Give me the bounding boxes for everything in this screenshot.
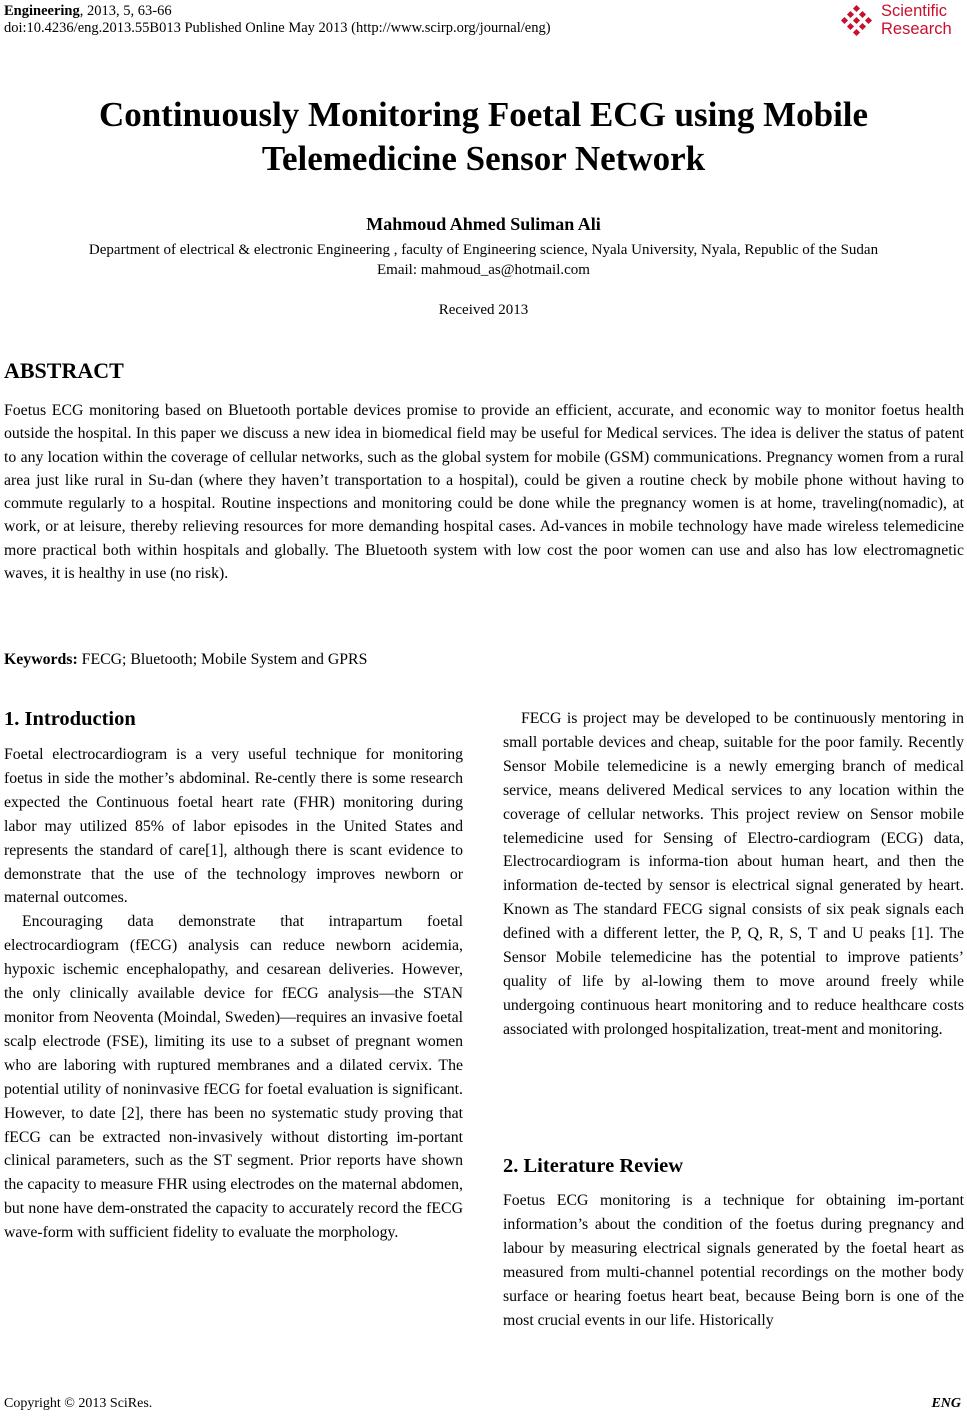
footer-copyright: Copyright © 2013 SciRes.	[4, 1396, 153, 1411]
logo-word-1: Scientific	[881, 2, 948, 20]
paper-title	[0, 93, 967, 181]
intro-paragraph-2: Encouraging data demonstrate that intrapartum foetal electrocardiogram (fECG) analysis can reduce newborn acidemia, hypoxic ischemic encephalopathy, and cesarean deliveries. However, the only clinically available device for fECG analysis—the STAN monitor from Neoventa (Moindal, Sweden)—requires an invasive foetal scalp electrode (FSE), limiting its use to a subset of pregnant women who are laboring with ruptured membranes and a dilated cervix. The potential utility of noninvasive fECG for foetal evaluation is significant. However, to date [2], there has been no systematic study proving that fECG can be extracted non-invasively without distorting im-portant clinical parameters, such as the ST segment. Prior reports have shown the capacity to measure FHR using electrodes on the maternal abdomen, but none have dem-onstrated the capacity to accurately record the fECG wave-form with sufficient fidelity to evaluate the morphology.	[4, 913, 463, 1242]
section-heading-introduction: 1. Introduction	[4, 708, 136, 730]
left-column	[4, 743, 463, 1245]
abstract-body: Foetus ECG monitoring based on Bluetooth portable devices promise to provide an efficient, accurate, and economic way to monitor foetus health outside the hospital. In this paper we discuss a new idea in biomedical field may be useful for Medical services. The idea is deliver the status of patent to any location within the coverage of cellular networks, such as the global system for mobile (GSM) communications. Pregnancy women from a rural area just like rural in Su-dan (where they haven’t transportation to a hospital), could be given a routine check by mobile phone without having to commute regularly to a hospital. Routine inspections and monitoring could be done while the pregnancy women is at home, traveling(nomadic), at work, or at leisure, thereby relieving resources for more demanding hospital cases. Ad-vances in mobile technology have made wireless telemedicine more practical both within hospitals and globally. The Bluetooth system with low cost the poor women can use and also has low electromagnetic waves, it is healthy in use (no risk).	[4, 402, 964, 583]
author-name: Mahmoud Ahmed Suliman Ali	[366, 214, 601, 234]
keywords-label: Keywords:	[4, 651, 78, 668]
right-column-lower	[503, 1189, 964, 1332]
keywords	[4, 651, 367, 669]
footer-journal: ENG	[931, 1396, 961, 1411]
right-column	[503, 707, 964, 1042]
logo-wordmark	[881, 2, 952, 38]
author-email: Email: mahmoud_as@hotmail.com	[377, 262, 590, 278]
intro-paragraph-1: Foetal electrocardiogram is a very useful technique for monitoring foetus in side the mother’s abdominal. Re-cently there is some research expected the Continuous foetal heart rate (FHR) monitoring during labor may utilized 85% of labor episodes in the United States and represents the standard of care[1], although there is scant evidence to demonstrate that the use of the technology improves newborn or maternal outcomes.	[4, 746, 463, 907]
author-affiliation	[0, 240, 967, 280]
received-date: Received 2013	[438, 302, 529, 318]
logo-word-2: Research	[881, 20, 952, 38]
journal-name: Engineering	[4, 3, 80, 19]
abstract-heading: ABSTRACT	[4, 358, 124, 383]
section-heading-literature-review: 2. Literature Review	[503, 1155, 684, 1177]
running-header	[4, 3, 551, 37]
volume-info: , 2013, 5, 63-66	[79, 3, 172, 19]
title-line-1: Continuously Monitoring Foetal ECG using Mobile	[98, 95, 869, 134]
publisher-logo	[839, 2, 959, 44]
scientific-research-logo-icon	[839, 4, 875, 40]
affiliation-text: Department of electrical & electronic Engineering , faculty of Engineering science, Nyala University, Nyala, Republic of the Sudan	[88, 242, 879, 258]
journal-line	[4, 3, 551, 20]
intro-paragraph-3: FECG is project may be developed to be continuously mentoring in small portable devices and cheap, suitable for the poor family. Recently Sensor Mobile telemedicine is a newly emerging branch of medical service, means delivered Medical services to any location within the coverage of cellular networks. This project review on Sensor mobile telemedicine used for Sensing of Electro-cardiogram (ECG) data, Electrocardiogram is informa-tion about human heart, and then the information de-tected by sensor is electrical signal generated by heart. Known as The standard FECG signal consists of six peak signals each defined with a different letter, the P, Q, R, S, T and U peaks [1]. The Sensor Mobile telemedicine has the potential to improve patients’ quality of life by al-lowing them to move around freely while undergoing continuous heart monitoring and to reduce healthcare costs associated with prolonged hospitalization, treat-ment and monitoring.	[503, 710, 964, 1038]
doi-line: doi:10.4236/eng.2013.55B013 Published Online May 2013 (http://www.scirp.org/journal/eng)	[4, 20, 551, 36]
literature-paragraph-1: Foetus ECG monitoring is a technique for obtaining im-portant information’s about the condition of the foetus during pregnancy and labour by measuring electrical signals generated by the foetal heart as measured from multi-channel potential recordings on the mother body surface or hearing foetus heart beat, because Being born is one of the most crucial events in our life. Historically	[503, 1192, 964, 1329]
keywords-list: FECG; Bluetooth; Mobile System and GPRS	[77, 651, 368, 668]
title-line-2: Telemedicine Sensor Network	[261, 139, 706, 178]
